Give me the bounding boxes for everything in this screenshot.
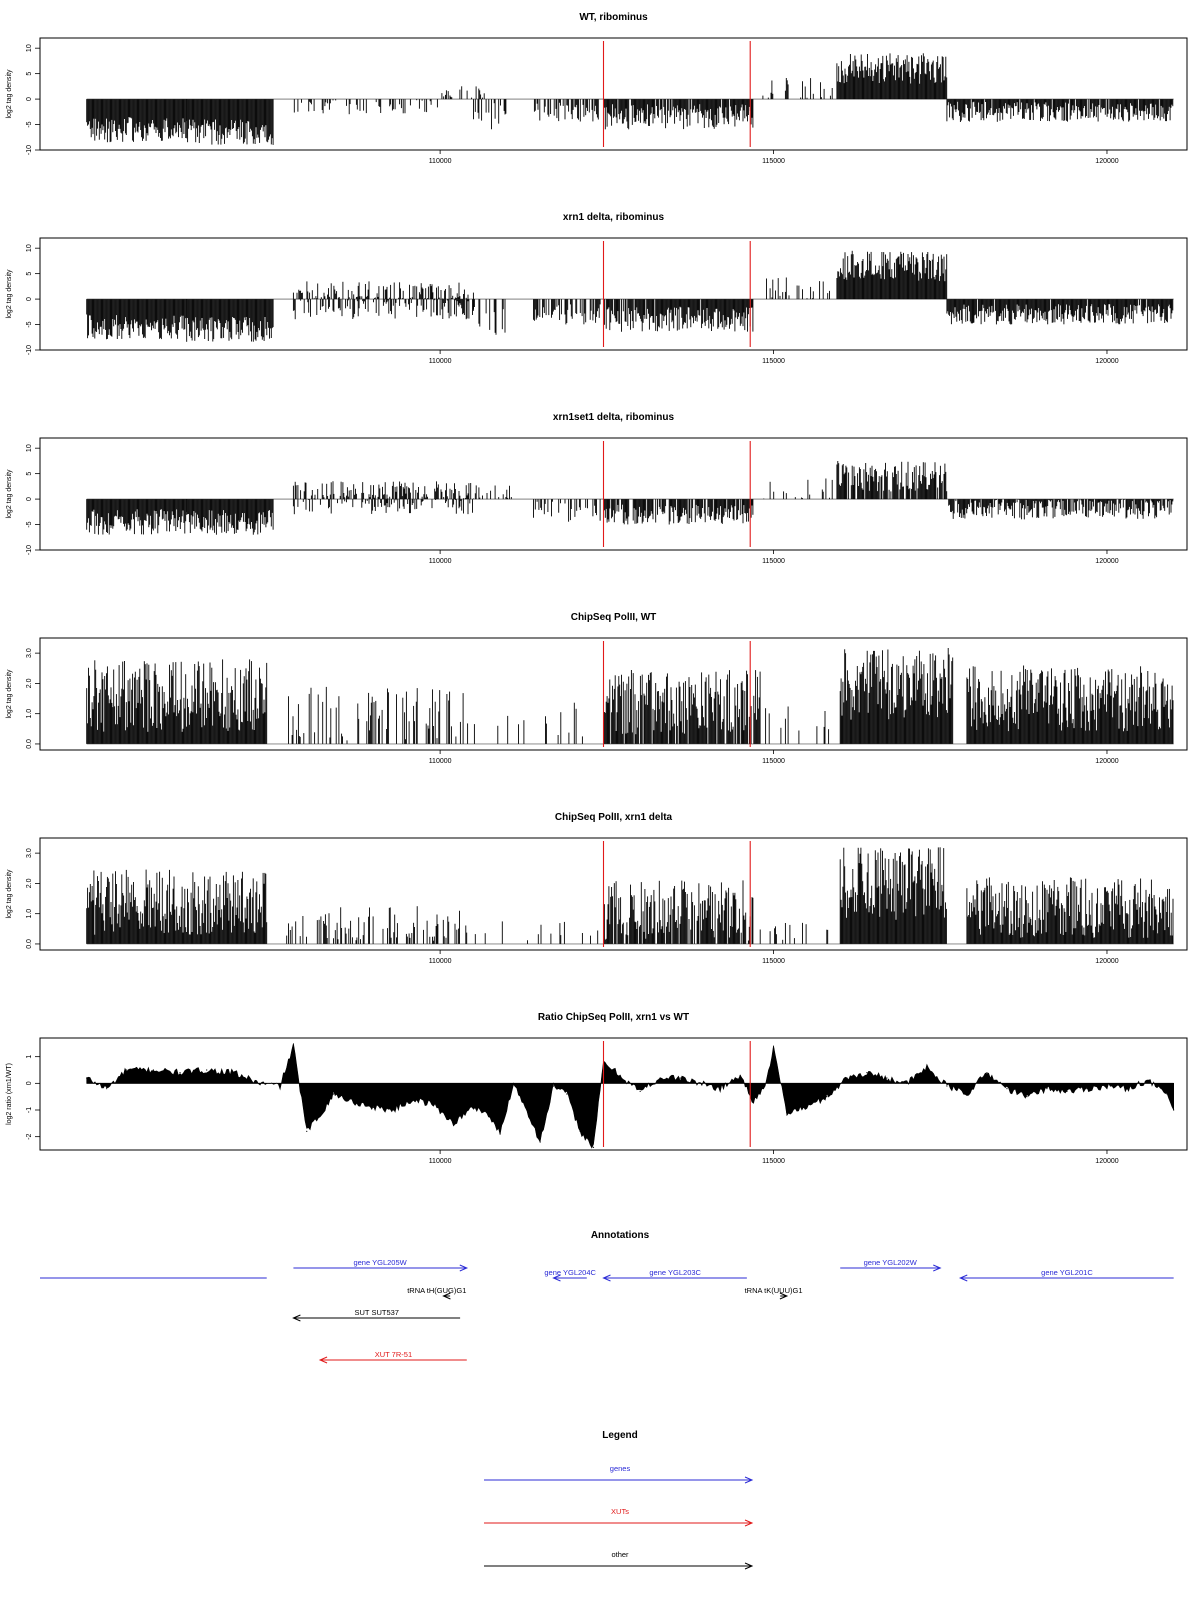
plot-frame xyxy=(40,438,1187,550)
y-tick-label: 3.0 xyxy=(26,848,33,859)
ratio-point xyxy=(540,1141,541,1142)
y-tick-label: -5 xyxy=(26,521,33,528)
feature-label: gene YGL205W xyxy=(353,1258,407,1267)
feature-label: gene YGL204C xyxy=(544,1268,596,1277)
y-tick-label: 5 xyxy=(26,71,33,76)
x-tick-label: 120000 xyxy=(1095,958,1119,965)
x-tick-label: 110000 xyxy=(428,758,452,765)
ratio-point xyxy=(660,1077,661,1078)
y-axis-label: log2 tag density xyxy=(6,669,13,719)
ratio-point xyxy=(593,1147,594,1148)
annotation-feature xyxy=(603,1268,746,1281)
x-tick-label: 115000 xyxy=(762,758,785,765)
annotations-title: Annotations xyxy=(590,1230,650,1241)
x-tick-label: 110000 xyxy=(428,958,452,965)
legend-title: Legend xyxy=(602,1430,638,1441)
x-tick-label: 115000 xyxy=(762,558,785,565)
ratio-point xyxy=(966,1093,967,1094)
x-tick-label: 110000 xyxy=(428,558,452,565)
y-tick-label: 3.0 xyxy=(26,648,33,659)
ratio-point xyxy=(1086,1088,1087,1089)
ratio-point xyxy=(1173,1109,1174,1110)
legend xyxy=(484,1430,752,1569)
ratio-point xyxy=(233,1072,234,1073)
ratio-point xyxy=(453,1123,454,1124)
y-tick-label: -5 xyxy=(26,121,33,128)
ratio-point xyxy=(946,1085,947,1086)
feature-label: tRNA tK(UUU)G1 xyxy=(744,1286,803,1295)
signal-bars xyxy=(87,251,1173,342)
annotation-feature xyxy=(407,1286,466,1299)
ratio-point xyxy=(620,1075,621,1076)
y-tick-label: 0.0 xyxy=(26,739,33,749)
ratio-area xyxy=(87,1043,1174,1148)
ratio-point xyxy=(86,1077,87,1078)
chart-panel-2 xyxy=(6,212,1187,365)
y-tick-label: -5 xyxy=(26,321,33,328)
y-tick-label: 5 xyxy=(26,271,33,276)
ratio-point xyxy=(513,1083,514,1084)
ratio-points xyxy=(86,1045,1174,1148)
ratio-point xyxy=(393,1109,394,1110)
y-axis-label: log2 ratio (xrn1/WT) xyxy=(6,1063,13,1125)
signal-bars xyxy=(87,847,1173,944)
y-tick-label: 5 xyxy=(26,471,33,476)
y-tick-label: 2.0 xyxy=(26,878,33,889)
ratio-point xyxy=(1046,1088,1047,1089)
feature-label: gene YGL201C xyxy=(1041,1268,1093,1277)
legend-item-other xyxy=(484,1550,752,1569)
x-tick-label: 115000 xyxy=(762,158,785,165)
legend-item-genes xyxy=(484,1464,752,1483)
y-tick-label: 0 xyxy=(26,497,33,502)
ratio-point xyxy=(580,1131,581,1132)
y-tick-label: 0 xyxy=(26,1081,33,1086)
ratio-point xyxy=(566,1093,567,1094)
chart-title: xrn1set1 delta, ribominus xyxy=(552,412,675,423)
ratio-point xyxy=(806,1107,807,1108)
ratio-point xyxy=(640,1091,641,1092)
ratio-point xyxy=(740,1075,741,1076)
y-axis-label: log2 tag density xyxy=(6,869,13,919)
feature-label: gene YGL202W xyxy=(863,1258,917,1267)
chart-title: WT, ribominus xyxy=(579,12,648,23)
legend-label: other xyxy=(611,1550,629,1559)
ratio-point xyxy=(413,1099,414,1100)
ratio-point xyxy=(786,1112,787,1113)
y-tick-label: 1.0 xyxy=(26,708,33,719)
x-tick-label: 110000 xyxy=(428,358,452,365)
ratio-point xyxy=(353,1101,354,1102)
y-tick-label: 2.0 xyxy=(26,678,33,689)
ratio-point xyxy=(179,1072,180,1073)
annotation-feature xyxy=(320,1350,467,1363)
ratio-point xyxy=(926,1067,927,1068)
ratio-point xyxy=(279,1085,280,1086)
chart-title: Ratio ChipSeq PolII, xrn1 vs WT xyxy=(537,1012,690,1023)
y-tick-label: 1 xyxy=(26,1054,33,1059)
ratio-point xyxy=(1066,1091,1067,1092)
ratio-point xyxy=(333,1093,334,1094)
ratio-point xyxy=(433,1104,434,1105)
ratio-point xyxy=(1026,1096,1027,1097)
ratio-point xyxy=(1006,1088,1007,1089)
annotation-feature xyxy=(960,1268,1173,1281)
chart-panel-6 xyxy=(6,1012,1187,1165)
x-tick-label: 120000 xyxy=(1095,358,1119,365)
ratio-point xyxy=(126,1069,127,1070)
ratio-point xyxy=(1146,1080,1147,1081)
x-tick-label: 115000 xyxy=(762,358,785,365)
chart-title: ChipSeq PolII, WT xyxy=(570,612,657,623)
chart-title: xrn1 delta, ribominus xyxy=(562,212,665,223)
y-tick-label: -2 xyxy=(26,1133,33,1140)
ratio-point xyxy=(293,1045,294,1046)
ratio-point xyxy=(906,1083,907,1084)
x-tick-label: 120000 xyxy=(1095,558,1119,565)
y-tick-label: 0 xyxy=(26,297,33,302)
x-tick-label: 120000 xyxy=(1095,158,1119,165)
ratio-point xyxy=(753,1101,754,1102)
y-tick-label: 10 xyxy=(26,44,33,53)
ratio-point xyxy=(373,1107,374,1108)
ratio-point xyxy=(486,1112,487,1113)
legend-item-xuts xyxy=(484,1507,752,1526)
x-tick-label: 115000 xyxy=(762,958,785,965)
chart-panel-5 xyxy=(6,812,1187,965)
y-tick-label: 0.0 xyxy=(26,939,33,949)
legend-label: genes xyxy=(609,1464,631,1473)
ratio-point xyxy=(526,1109,527,1110)
chart-title: ChipSeq PolII, xrn1 delta xyxy=(554,812,673,823)
ratio-point xyxy=(500,1133,501,1134)
x-tick-label: 120000 xyxy=(1095,1158,1119,1165)
annotation-feature xyxy=(544,1268,596,1281)
y-tick-label: 10 xyxy=(26,444,33,453)
ratio-point xyxy=(886,1077,887,1078)
y-tick-label: 1.0 xyxy=(26,908,33,919)
ratio-point xyxy=(259,1083,260,1084)
y-tick-label: 0 xyxy=(26,97,33,102)
annotation-feature xyxy=(293,1308,460,1321)
y-tick-label: -1 xyxy=(26,1106,33,1114)
chart-panel-1 xyxy=(6,12,1187,165)
ratio-point xyxy=(473,1107,474,1108)
plot-frame xyxy=(40,238,1187,350)
feature-label: XUT 7R-51 xyxy=(374,1350,413,1359)
ratio-point xyxy=(846,1077,847,1078)
y-tick-label: -10 xyxy=(26,544,33,556)
y-tick-label: -10 xyxy=(26,344,33,356)
annotation-feature xyxy=(745,1286,803,1299)
feature-label: tRNA tH(GUG)G1 xyxy=(407,1286,467,1295)
feature-label: gene YGL203C xyxy=(649,1268,701,1277)
ratio-point xyxy=(766,1080,767,1081)
ratio-point xyxy=(319,1115,320,1116)
signal-bars xyxy=(87,461,1173,535)
ratio-point xyxy=(866,1072,867,1073)
ratio-point xyxy=(153,1069,154,1070)
ratio-point xyxy=(826,1096,827,1097)
ratio-point xyxy=(106,1088,107,1089)
ratio-point xyxy=(553,1085,554,1086)
ratio-point xyxy=(773,1048,774,1049)
chart-panel-4 xyxy=(6,612,1187,765)
ratio-point xyxy=(1126,1088,1127,1089)
ratio-point xyxy=(680,1077,681,1078)
ratio-point xyxy=(986,1072,987,1073)
signal-bars xyxy=(87,648,1173,744)
ratio-point xyxy=(306,1131,307,1132)
ratio-point xyxy=(1106,1085,1107,1086)
annotation-feature xyxy=(840,1258,940,1271)
y-tick-label: 10 xyxy=(26,244,33,253)
chart-panel-3 xyxy=(6,412,1187,565)
x-tick-label: 110000 xyxy=(428,1158,452,1165)
legend-label: XUTs xyxy=(611,1507,629,1516)
y-axis-label: log2 tag density xyxy=(6,269,13,319)
x-tick-label: 120000 xyxy=(1095,758,1119,765)
ratio-point xyxy=(700,1083,701,1084)
annotations-track xyxy=(40,1230,1174,1363)
plot-frame xyxy=(40,1038,1187,1150)
ratio-point xyxy=(1166,1093,1167,1094)
x-tick-label: 115000 xyxy=(762,1158,785,1165)
x-tick-label: 110000 xyxy=(428,158,452,165)
annotation-feature xyxy=(293,1258,466,1271)
y-axis-label: log2 tag density xyxy=(6,469,13,519)
y-axis-label: log2 tag density xyxy=(6,69,13,119)
ratio-point xyxy=(206,1069,207,1070)
ratio-point xyxy=(720,1088,721,1089)
feature-label: SUT SUT537 xyxy=(354,1308,399,1317)
y-tick-label: -10 xyxy=(26,144,33,156)
